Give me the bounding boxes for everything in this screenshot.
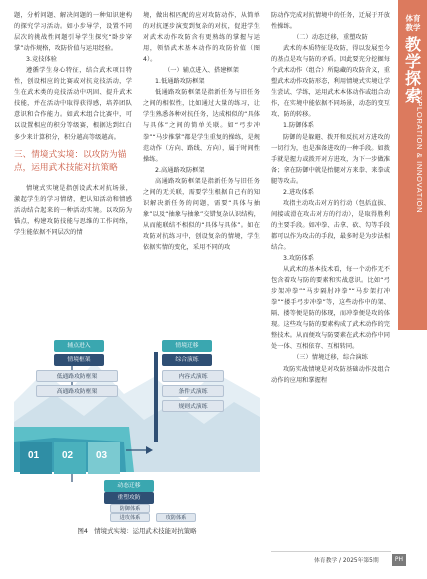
figure-diagram <box>14 332 260 522</box>
figure-number-01: 01 <box>28 450 40 461</box>
figure-bottom-pill-3: 攻防体系 <box>156 513 196 522</box>
side-tab-magazine: 体育教学 <box>405 14 421 32</box>
figure-mid-pill-2: 条件式演练 <box>162 385 224 397</box>
subheading: （二）动态迁移，重塑攻防 <box>293 34 368 42</box>
figure-top-pill-1: 情境框架 <box>54 354 104 366</box>
subheading: 1.防御体系 <box>283 122 314 130</box>
paragraph: 低通路攻防框架是指新任务与旧任务之间的相似性，比如通过大量的练习，让学生熟悉各种对抗任务，达成相似的“具体与具体”之间的简单关联。如“弓步冲拳”“马步推掌”都是学生重复的操练，是规范动作（方向、路线、方向），属于时间性操练。 <box>143 89 260 163</box>
paragraph: 境，做出相匹配的应对攻防动作，从简单的对抗逐步演变到复杂的对抗，促进学生对武术动作攻防含有更熟练的掌握与运用，领悟武术基本动作的攻防价值（图4）。 <box>143 12 260 64</box>
figure-caption: 图4 情境式实境：运用武术技能对抗策略 <box>77 527 197 535</box>
paragraph: 攻防实战情境是对攻防基础动作及组合动作的应用和掌握程 <box>271 365 390 384</box>
figure-top-pill-2: 低通路攻防框架 <box>36 370 118 382</box>
column-3 <box>271 10 390 386</box>
side-tab-title: 教学探索 <box>404 35 421 105</box>
column-2 <box>143 10 260 253</box>
paragraph: 遵循学生身心特征，结合武术项目特性，创设相应的比赛或对抗竞技活动，学生在武术类的竞技活动中巩固、提升武术技能，并在活动中取得获得感，培养团队意识和合作能力。如武术组合比赛中，可以设置相应的积分等级赛，根据达到红白多少来计算积分，积分越高等级越高。 <box>14 67 132 141</box>
subheading: （一）辅点进入、搭建框架 <box>164 67 239 75</box>
figure-left-header: 辅点进入 <box>54 340 104 352</box>
paragraph: 题，分析问题、解决问题的一种知识建构的探究学习活动。如小步导学，设置不同层次的挑战性问题引导学生探究“卧步穿掌”动作规格，攻防价值与运用经验。 <box>14 12 132 53</box>
paragraph: 攻指主动攻击对方的行动（包括直拔、间接或滑在攻击对方的行动），是取得胜利的主要手段。如冲拳、击拿、砍、勾等手段都可以作为攻击的手段，最多时是为步法相结合。 <box>271 199 390 251</box>
figure-bottom-sub: 重塑攻防 <box>104 492 154 504</box>
figure-top-header: 情境迁移 <box>162 340 212 352</box>
side-tab-english: EXPLORATION & INNOVATION <box>415 90 424 214</box>
subheading: 3.攻防体系 <box>283 255 314 263</box>
paragraph: 防御的是躲避、拨开和反抗对方进攻的一切行为，也是准备进攻的一种手段。如拨手就是握力或拨开对方进攻，为下一步做准备；拿在防御中就是抬腿对方来拳、来拳或腿等攻击。 <box>271 133 390 185</box>
figure-bottom-header: 动态迁移 <box>104 480 154 492</box>
paragraph: 武术的本质特征是攻防，得以发展至今的基点是攻与防的矛盾。因此要充分挖掘每个武术动作（组合）所隐藏的攻防含义，重塑武术动作攻防形态，利用情境式实境让学生尝试、学练，运用武术本体动作或组合动作，在实境中能依据不同场景，动态的变互攻、防的转移。 <box>271 45 390 119</box>
figure-mid-pill-1: 内容式演练 <box>162 370 224 382</box>
paragraph: 从武术的基本技术看，每一个动作无不包含着攻与防的要素和实战意识。比如“弓步架冲拳”“马步隔肘冲拳”“马步架打冲拳”“搂手弓步冲拳”等，这些动作中的架、隔、搂等便是防的体现，而冲拳便是攻的体现。这些攻与防的要素构成了武术动作的完整技术。从而便攻与防要素在武术动作中同处一体、互相依存、互相转同。 <box>271 266 390 351</box>
column-1 <box>14 10 132 238</box>
footer-page-number: PH <box>392 554 406 566</box>
figure-bottom-pill-2: 进攻体系 <box>110 513 150 522</box>
figure-mid-pill-3: 规则式演练 <box>162 400 224 412</box>
subheading: 1.低通路攻防框架 <box>155 78 205 86</box>
subheading: 2.高通路攻防框架 <box>155 166 205 174</box>
figure-bottom-pill-1: 防御体系 <box>110 504 150 513</box>
footer-rule <box>271 551 391 552</box>
figure-top-pill-3: 高通路攻防框架 <box>36 385 118 397</box>
paragraph: 高通路攻防框架是指新任务与旧任务之间的无关联，需要学生根据自己有的知识解决新任务的问题，需要“具体与抽象”以及“抽象与抽象”交错复杂认识结构，从而能联结不相似的“具体与具体”。如在攻防对抗练习中，创设复杂的情境，学生依据实情的变化，采用不同的攻 <box>143 177 260 251</box>
footer-journal: 体育教学 / 2025年第5期 <box>314 558 379 564</box>
paragraph: 防动作完成对抗情境中的任务，迁展于开放性操练。 <box>271 12 390 31</box>
subheading: 3.竞技体验 <box>26 56 57 64</box>
subheading: （三）情境迁移，综合演练 <box>293 354 368 362</box>
section-title: 三、情境式实境：以攻防为锚点，运用武术技能对抗策略 <box>14 149 127 173</box>
figure-number-02: 02 <box>62 450 74 461</box>
figure-mid-header: 综合演练 <box>162 354 212 366</box>
figure-number-03: 03 <box>96 450 108 461</box>
subheading: 2.进攻体系 <box>283 188 314 196</box>
paragraph: 情境式实境是指创设武术对抗场景，激起学生的学习情绪，把认知活动和情感活动结合起来的一种活动实境。以攻防为锚点，构建攻防技能与思维的工作问络，学生能依据不同层次的情 <box>14 184 132 236</box>
